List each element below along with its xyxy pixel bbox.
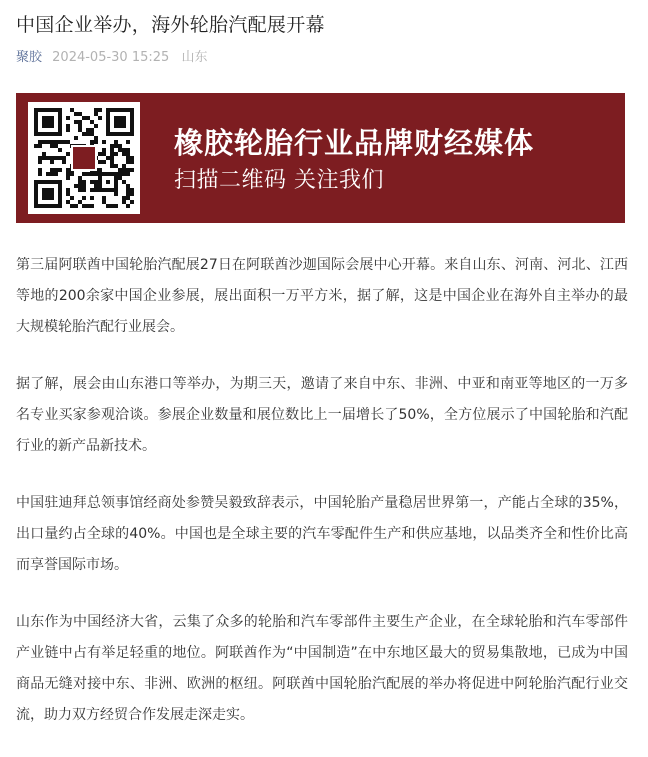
banner-subline: 扫描二维码 关注我们 bbox=[174, 168, 384, 193]
article-paragraph: 第三届阿联酋中国轮胎汽配展27日在阿联酋沙迦国际会展中心开幕。来自山东、河南、河北、江西等地的200余家中国企业参展，展出面积一万平方米，据了解，这是中国企业在海外自主举办的最大规模轮胎汽配行业展会。 bbox=[16, 257, 628, 335]
article-paragraph: 据了解，展会由山东港口等举办，为期三天，邀请了来自中东、非洲、中亚和南亚等地区的一万多名专业买家参观洽谈。参展企业数量和展位数比上一届增长了50%，全方位展示了中国轮胎和汽配行业的新产品新技术。 bbox=[16, 376, 628, 454]
banner-headline: 橡胶轮胎行业品牌财经媒体 bbox=[174, 126, 535, 160]
qr-logo-badge bbox=[71, 145, 97, 171]
publish-time: 2024-05-30 15:25 bbox=[52, 50, 170, 65]
qr-code-icon bbox=[28, 102, 140, 214]
article-paragraph: 山东作为中国经济大省，云集了众多的轮胎和汽车零部件主要生产企业，在全球轮胎和汽车零部件产业链中占有举足轻重的地位。阿联酋作为“中国制造”在中东地区最大的贸易集散地，已成为中国商品无缝对接中东、非洲、欧洲的枢纽。阿联酋中国轮胎汽配展的举办将促进中阿轮胎汽配行业交流，助力双方经贸合作发展走深走实。 bbox=[16, 614, 628, 723]
article-body bbox=[16, 250, 628, 757]
article-meta bbox=[16, 46, 207, 65]
publish-location: 山东 bbox=[181, 50, 208, 65]
promo-banner bbox=[16, 93, 625, 223]
account-name-link[interactable]: 聚胶 bbox=[16, 50, 43, 65]
article-title: 中国企业举办，海外轮胎汽配展开幕 bbox=[16, 14, 325, 36]
article-paragraph: 中国驻迪拜总领事馆经商处参赞吴毅致辞表示，中国轮胎产量稳居世界第一，产能占全球的35%，出口量约占全球的40%。中国也是全球主要的汽车零配件生产和供应基地，以品类齐全和性价比高而享誉国际市场。 bbox=[16, 495, 628, 573]
